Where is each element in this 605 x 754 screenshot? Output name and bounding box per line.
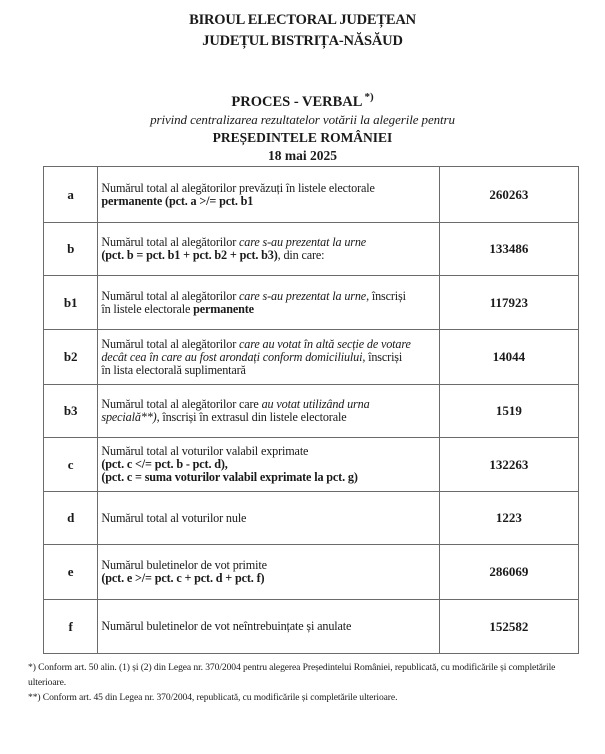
description-segment: Numărul buletinelor de vot neîntrebuințate și anulate xyxy=(101,619,352,633)
county-name: JUDEȚUL BISTRIȚA-NĂSĂUD xyxy=(202,33,403,49)
description-segment: în listele electorale xyxy=(101,301,194,316)
row-description xyxy=(98,167,439,223)
institution-name: BIROUL ELECTORAL JUDEȚEAN xyxy=(189,12,416,28)
row-description xyxy=(98,330,439,385)
row-description xyxy=(98,545,439,600)
row-description xyxy=(98,492,439,545)
description-segment: (pct. e >/= pct. c + pct. d + pct. f) xyxy=(101,571,265,585)
description-segment: , înscriși xyxy=(366,288,406,303)
description-segment: Numărul total al alegătorilor xyxy=(101,336,239,351)
election-date: 18 mai 2025 xyxy=(268,148,337,163)
row-description xyxy=(98,223,439,276)
table-row-f xyxy=(44,600,579,654)
table-row-b xyxy=(44,223,579,276)
table-row-c xyxy=(44,438,579,492)
row-code: d xyxy=(44,492,98,545)
results-table xyxy=(43,166,579,654)
row-value: 286069 xyxy=(439,545,578,600)
row-value: 14044 xyxy=(439,330,578,385)
row-code: a xyxy=(44,167,98,223)
description-segment: Numărul total al alegătorilor xyxy=(101,288,239,303)
document-title xyxy=(0,88,605,111)
row-value: 133486 xyxy=(439,223,578,276)
row-description xyxy=(98,385,439,438)
election-office: PREȘEDINTELE ROMÂNIEI xyxy=(212,130,393,145)
table-row-e xyxy=(44,545,579,600)
footnotes xyxy=(28,660,588,705)
row-description xyxy=(98,276,439,330)
table-row-b3 xyxy=(44,385,579,438)
document-title-text: PROCES - VERBAL xyxy=(231,94,363,110)
row-value: 1519 xyxy=(439,385,578,438)
row-code: f xyxy=(44,600,98,654)
table-row-a xyxy=(44,167,579,223)
institution-header xyxy=(0,10,605,52)
table-row-b1 xyxy=(44,276,579,330)
row-code: c xyxy=(44,438,98,492)
description-segment: Numărul total al voturilor valabil exprimate xyxy=(101,444,309,458)
row-code: b3 xyxy=(44,385,98,438)
table-row-b2 xyxy=(44,330,579,385)
description-segment: au votat utilizând urna xyxy=(261,397,370,411)
row-value: 152582 xyxy=(439,600,578,654)
row-code: b2 xyxy=(44,330,98,385)
row-description xyxy=(98,438,439,492)
description-segment: decât cea în care au fost arondați conform domiciliului xyxy=(101,349,363,364)
description-segment: Numărul total al alegătorilor prevăzuți în listele electorale xyxy=(101,180,375,195)
description-segment: Numărul total al voturilor nule xyxy=(101,510,247,525)
description-segment: Numărul total al alegătorilor care xyxy=(101,397,262,411)
footnote-1: *) Conform art. 50 alin. (1) și (2) din Legea nr. 370/2004 pentru alegerea Președintelui României, republicată, cu modificările și completările ulterioare. xyxy=(28,662,556,688)
footnote-marker: *) xyxy=(364,91,374,103)
description-segment: specială**) xyxy=(101,410,157,424)
description-segment: , înscriși xyxy=(362,349,403,364)
row-code: b1 xyxy=(44,276,98,330)
description-segment: , înscriși în extrasul din listele electorale xyxy=(156,410,347,424)
row-description xyxy=(98,600,439,654)
row-value: 260263 xyxy=(439,167,578,223)
row-value: 1223 xyxy=(439,492,578,545)
footnote-2: **) Conform art. 45 din Legea nr. 370/2004, republicată, cu modificările și completările ulterioare. xyxy=(28,692,398,703)
description-segment: în lista electorală suplimentară xyxy=(101,362,246,377)
description-segment: (pct. b = pct. b1 + pct. b2 + pct. b3) xyxy=(101,248,278,262)
description-segment: (pct. c </= pct. b - pct. d), xyxy=(101,457,228,471)
table-row-d xyxy=(44,492,579,545)
description-segment: , din care: xyxy=(277,248,325,262)
document-subtitle: privind centralizarea rezultatelor votării la alegerile pentru xyxy=(150,112,455,127)
row-code: e xyxy=(44,545,98,600)
description-segment: Numărul total al alegătorilor xyxy=(101,235,239,249)
description-segment: permanente (pct. a >/= pct. b1 xyxy=(101,193,254,208)
description-segment: Numărul buletinelor de vot primite xyxy=(101,558,267,572)
description-segment: (pct. c = suma voturilor valabil exprimate la pct. g) xyxy=(101,470,358,484)
description-segment: care s-au prezentat la urne xyxy=(239,288,367,303)
row-value: 117923 xyxy=(439,276,578,330)
description-segment: permanente xyxy=(193,301,254,316)
row-code: b xyxy=(44,223,98,276)
description-segment: care au votat în altă secție de votare xyxy=(239,336,411,351)
description-segment: care s-au prezentat la urne xyxy=(239,235,367,249)
row-value: 132263 xyxy=(439,438,578,492)
